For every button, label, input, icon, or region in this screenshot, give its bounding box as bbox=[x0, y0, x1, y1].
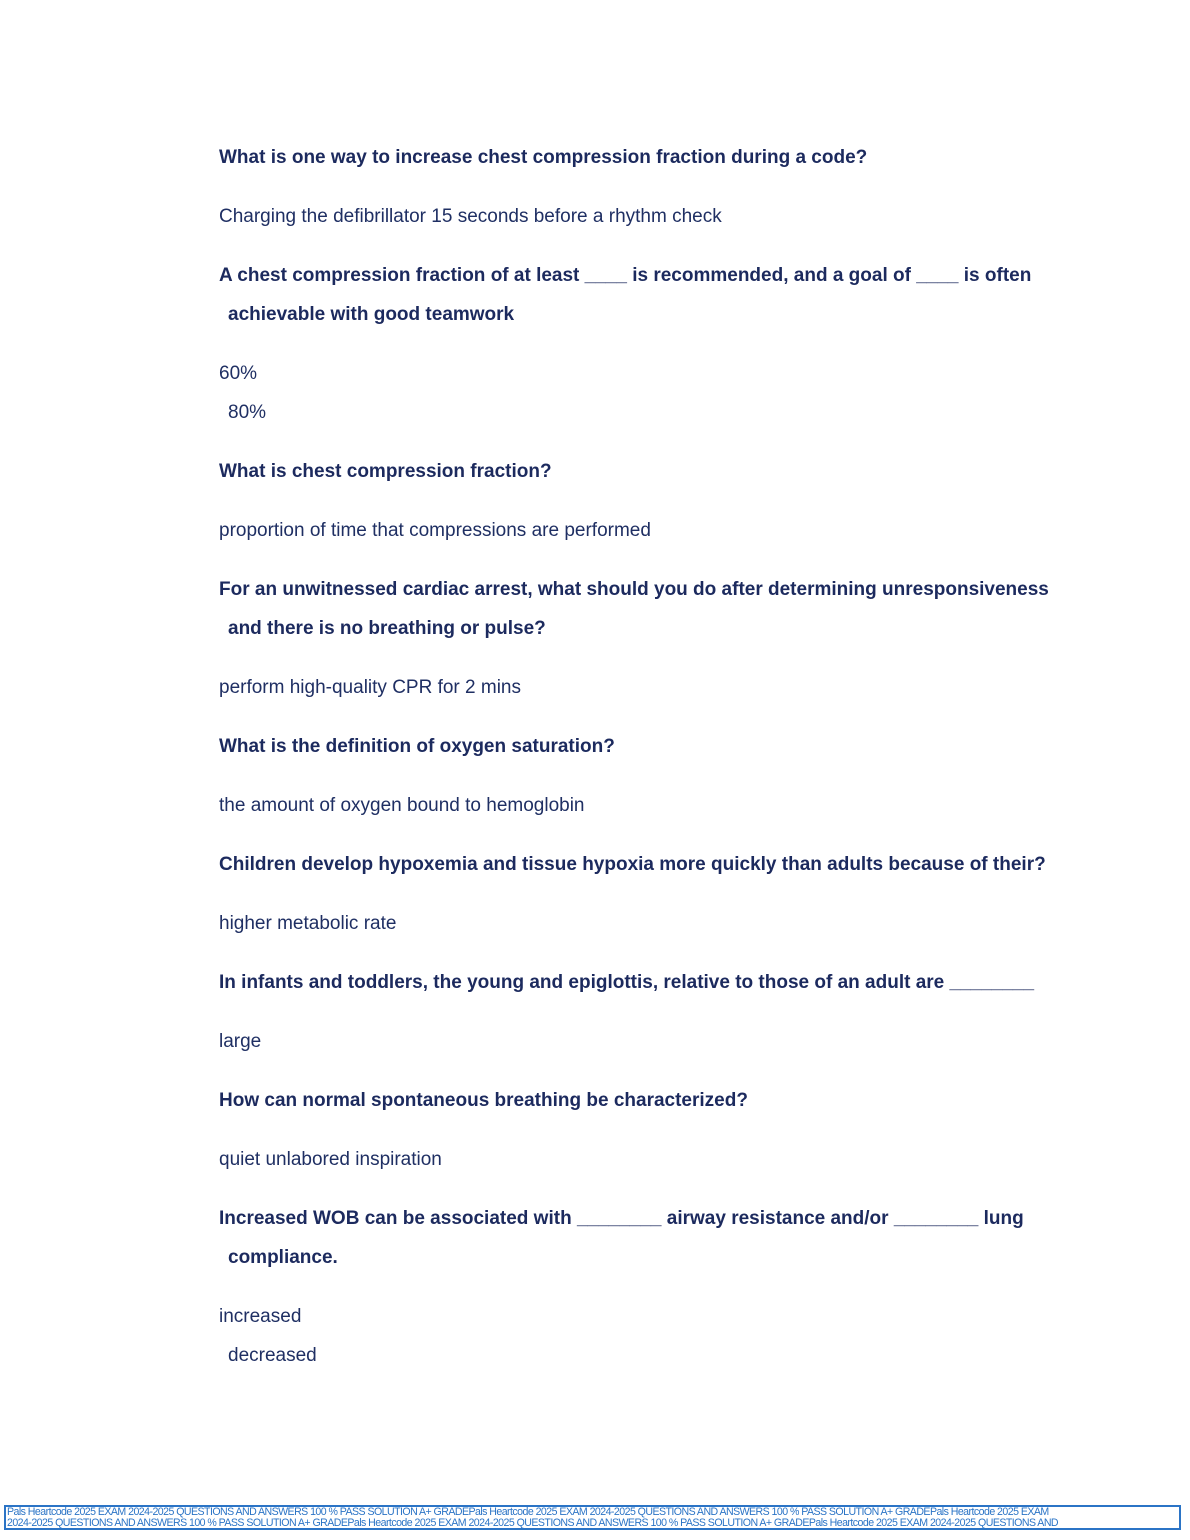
qa-list bbox=[219, 138, 1049, 1375]
answer-3: proportion of time that compressions are performed bbox=[219, 520, 651, 541]
question-4: For an unwitnessed cardiac arrest, what should you do after determining unresponsiveness and there is no breathing or pulse? bbox=[219, 579, 1049, 639]
question-7: In infants and toddlers, the young and epiglottis, relative to those of an adult are ________ bbox=[219, 972, 1035, 993]
question-3: What is chest compression fraction? bbox=[219, 461, 552, 482]
qa-item-2 bbox=[219, 256, 1049, 452]
question-1: What is one way to increase chest compression fraction during a code? bbox=[219, 147, 868, 168]
footer-line-1: Pals Heartcode 2025 EXAM 2024-2025 QUESTIONS AND ANSWERS 100 % PASS SOLUTION A+ GRADEPals Heartcode 2025 EXAM 2024-2025 QUESTIONS AND ANSWERS 100 % PASS SOLUTION A+ GRADEPals Heartcode 2025 EXAM bbox=[7, 1506, 1049, 1518]
answer-2: 60% 80% bbox=[219, 363, 267, 423]
question-9: Increased WOB can be associated with ________ airway resistance and/or ________ lung compliance. bbox=[219, 1208, 1024, 1268]
answer-9: increased decreased bbox=[219, 1306, 317, 1366]
qa-item-9 bbox=[219, 1199, 1049, 1375]
qa-item-4 bbox=[219, 570, 1049, 727]
footer-line-2: 2024-2025 QUESTIONS AND ANSWERS 100 % PASS SOLUTION A+ GRADEPals Heartcode 2025 EXAM 2024-2025 QUESTIONS AND ANSWERS 100 % PASS SOLUTION A+ GRADEPals Heartcode 2025 EXAM 2024-2025 QUESTIONS AND bbox=[7, 1517, 1059, 1529]
question-8: How can normal spontaneous breathing be characterized? bbox=[219, 1090, 748, 1111]
qa-item-5 bbox=[219, 727, 1049, 845]
answer-6: higher metabolic rate bbox=[219, 913, 397, 934]
question-6: Children develop hypoxemia and tissue hypoxia more quickly than adults because of their? bbox=[219, 854, 1046, 875]
qa-item-3 bbox=[219, 452, 1049, 570]
qa-item-7 bbox=[219, 963, 1049, 1081]
answer-7: large bbox=[219, 1031, 262, 1052]
answer-8: quiet unlabored inspiration bbox=[219, 1149, 442, 1170]
qa-item-1 bbox=[219, 138, 1049, 256]
answer-4: perform high-quality CPR for 2 mins bbox=[219, 677, 521, 698]
qa-item-6 bbox=[219, 845, 1049, 963]
question-2: A chest compression fraction of at least ____ is recommended, and a goal of ____ is often achievable with good teamwork bbox=[219, 265, 1032, 325]
question-5: What is the definition of oxygen saturation? bbox=[219, 736, 615, 757]
answer-1: Charging the defibrillator 15 seconds before a rhythm check bbox=[219, 206, 722, 227]
qa-item-8 bbox=[219, 1081, 1049, 1199]
footer-watermark-banner bbox=[4, 1505, 1181, 1530]
answer-5: the amount of oxygen bound to hemoglobin bbox=[219, 795, 585, 816]
